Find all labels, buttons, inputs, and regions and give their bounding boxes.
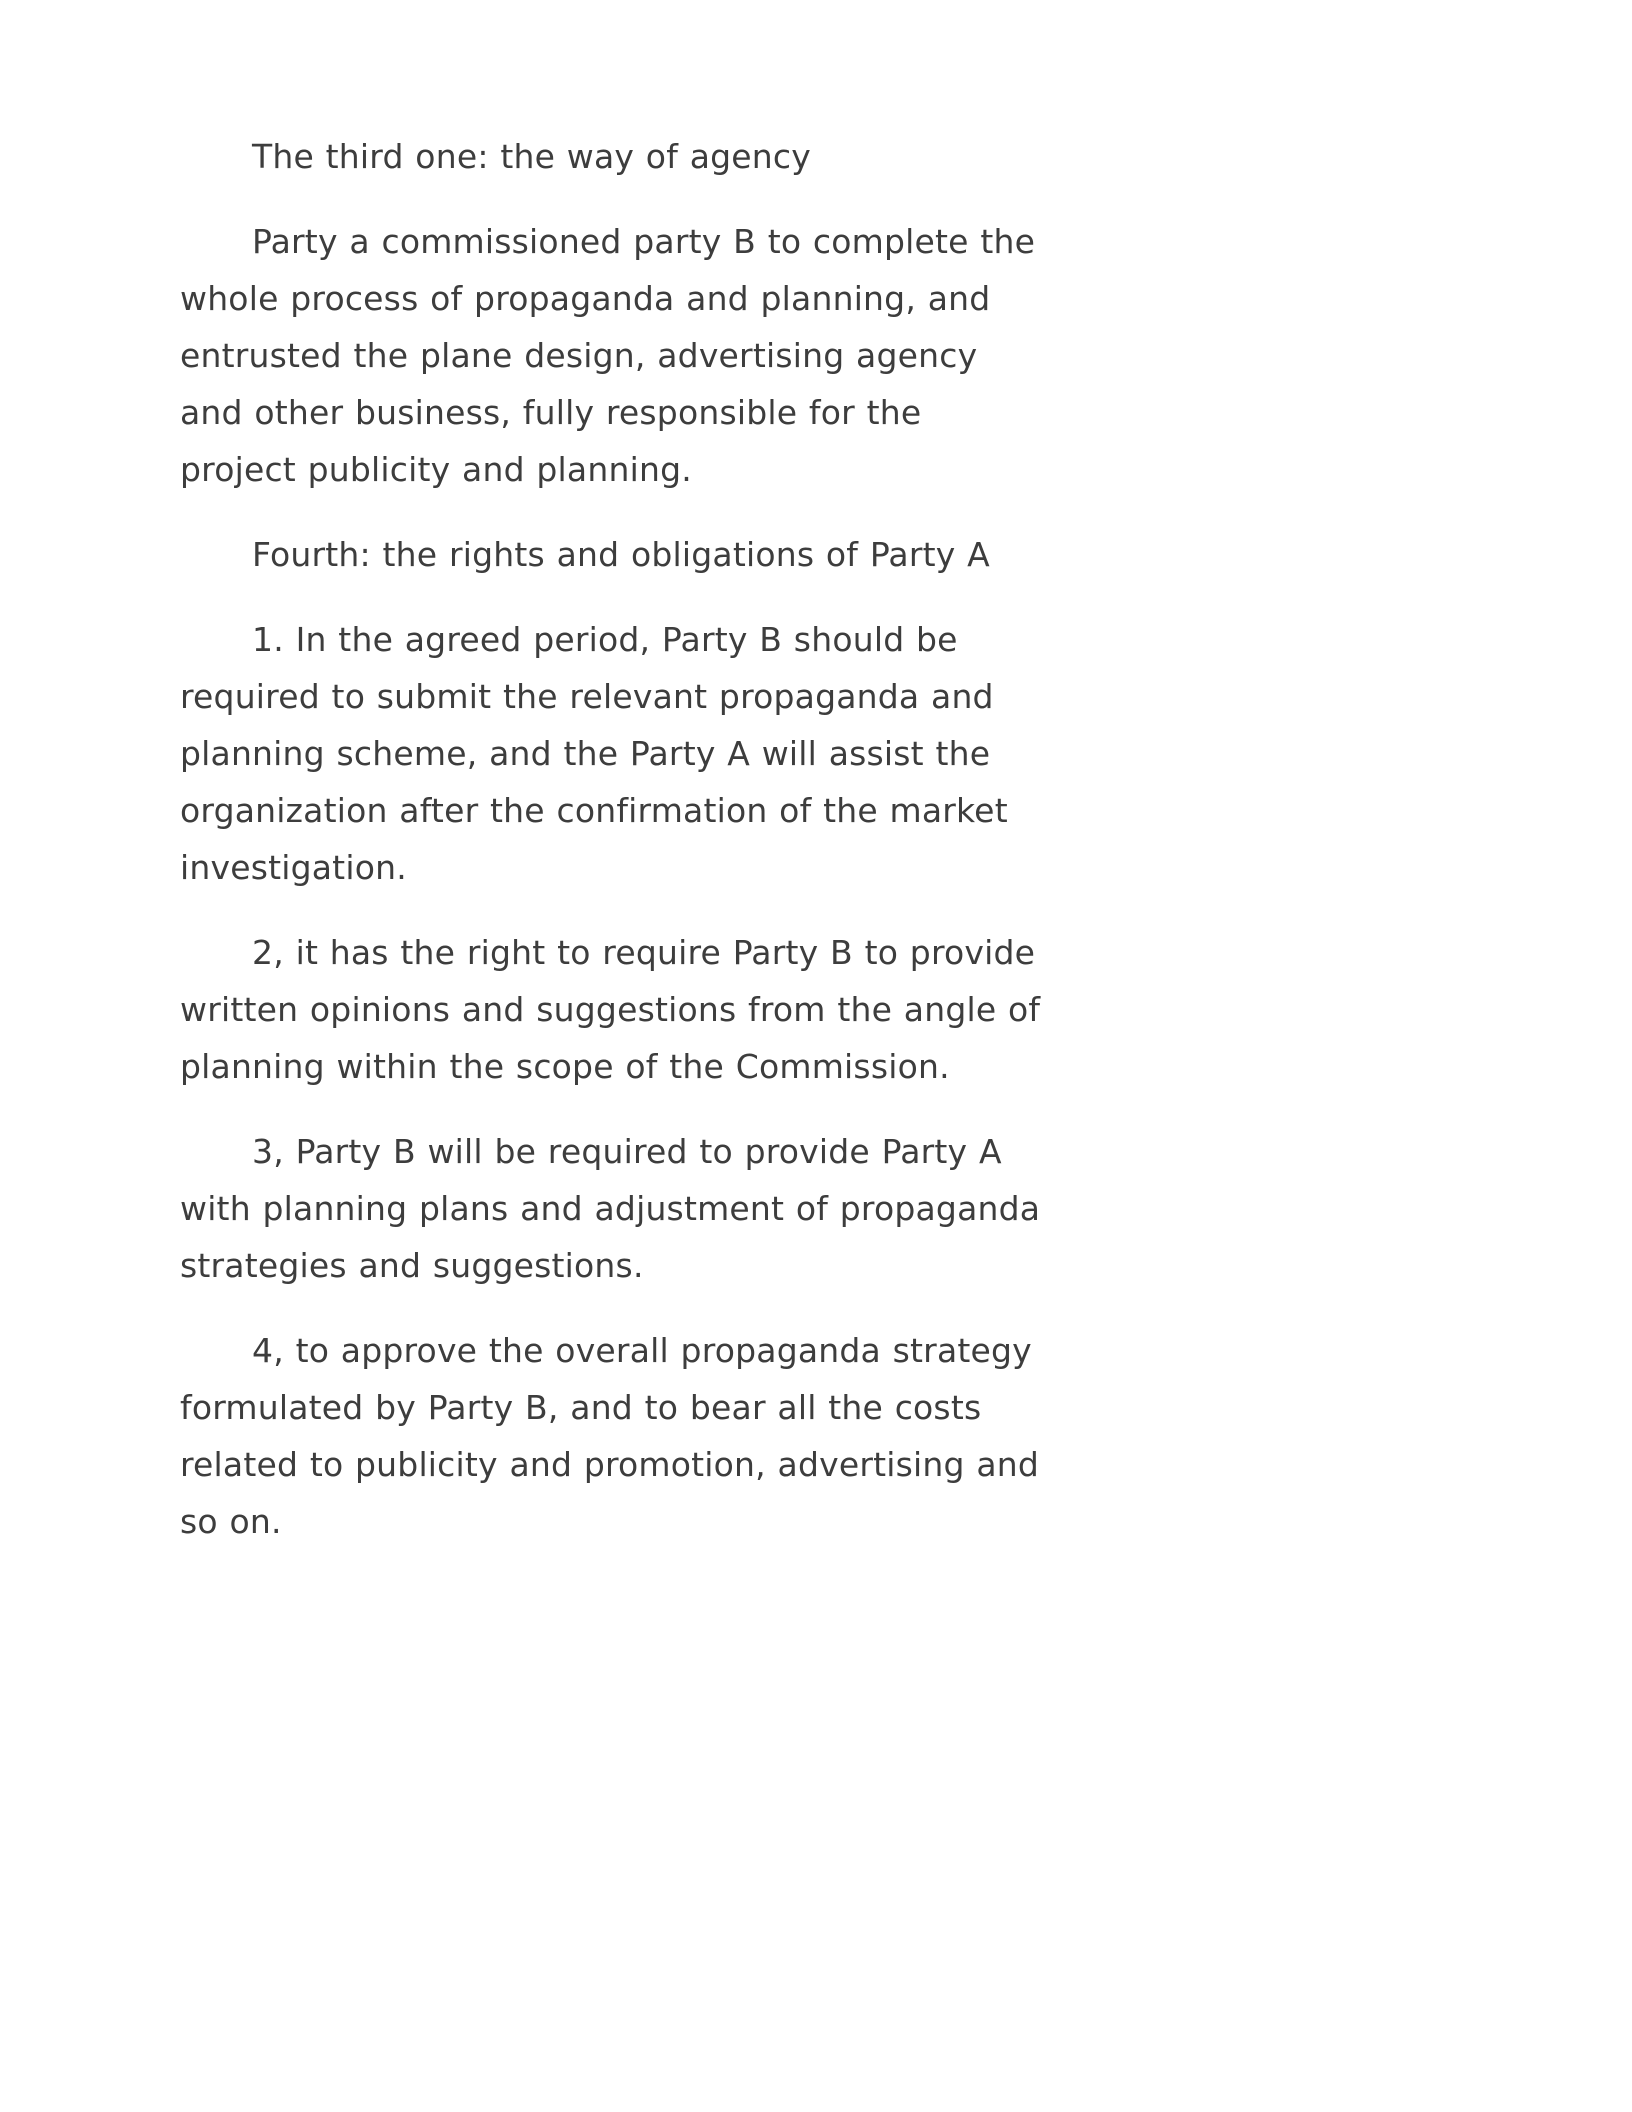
paragraph-item-1: 1. In the agreed period, Party B should be required to submit the relevant propaganda and planning scheme, and the Party A will assist the organization after the confirmation of the market investigation. [180,620,1008,887]
paragraph-item-4: 4, to approve the overall propaganda strategy formulated by Party B, and to bear all the costs related to publicity and promotion, advertising and so on. [180,1331,1040,1541]
paragraph-item-3: 3, Party B will be required to provide Party A with planning plans and adjustment of propaganda strategies and suggestions. [180,1132,1041,1285]
paragraph-item-2: 2, it has the right to require Party B to provide written opinions and suggestions from the angle of planning within the scope of the Commission. [180,933,1041,1086]
heading-fourth-clause: Fourth: the rights and obligations of Party A [252,535,990,574]
document-text-column [180,128,1042,1550]
paragraph-agency-description: Party a commissioned party B to complete the whole process of propaganda and planning, and entrusted the plane design, advertising agency and other business, fully responsible for the project publicity and planning. [180,222,1036,489]
heading-third-clause: The third one: the way of agency [252,137,811,176]
